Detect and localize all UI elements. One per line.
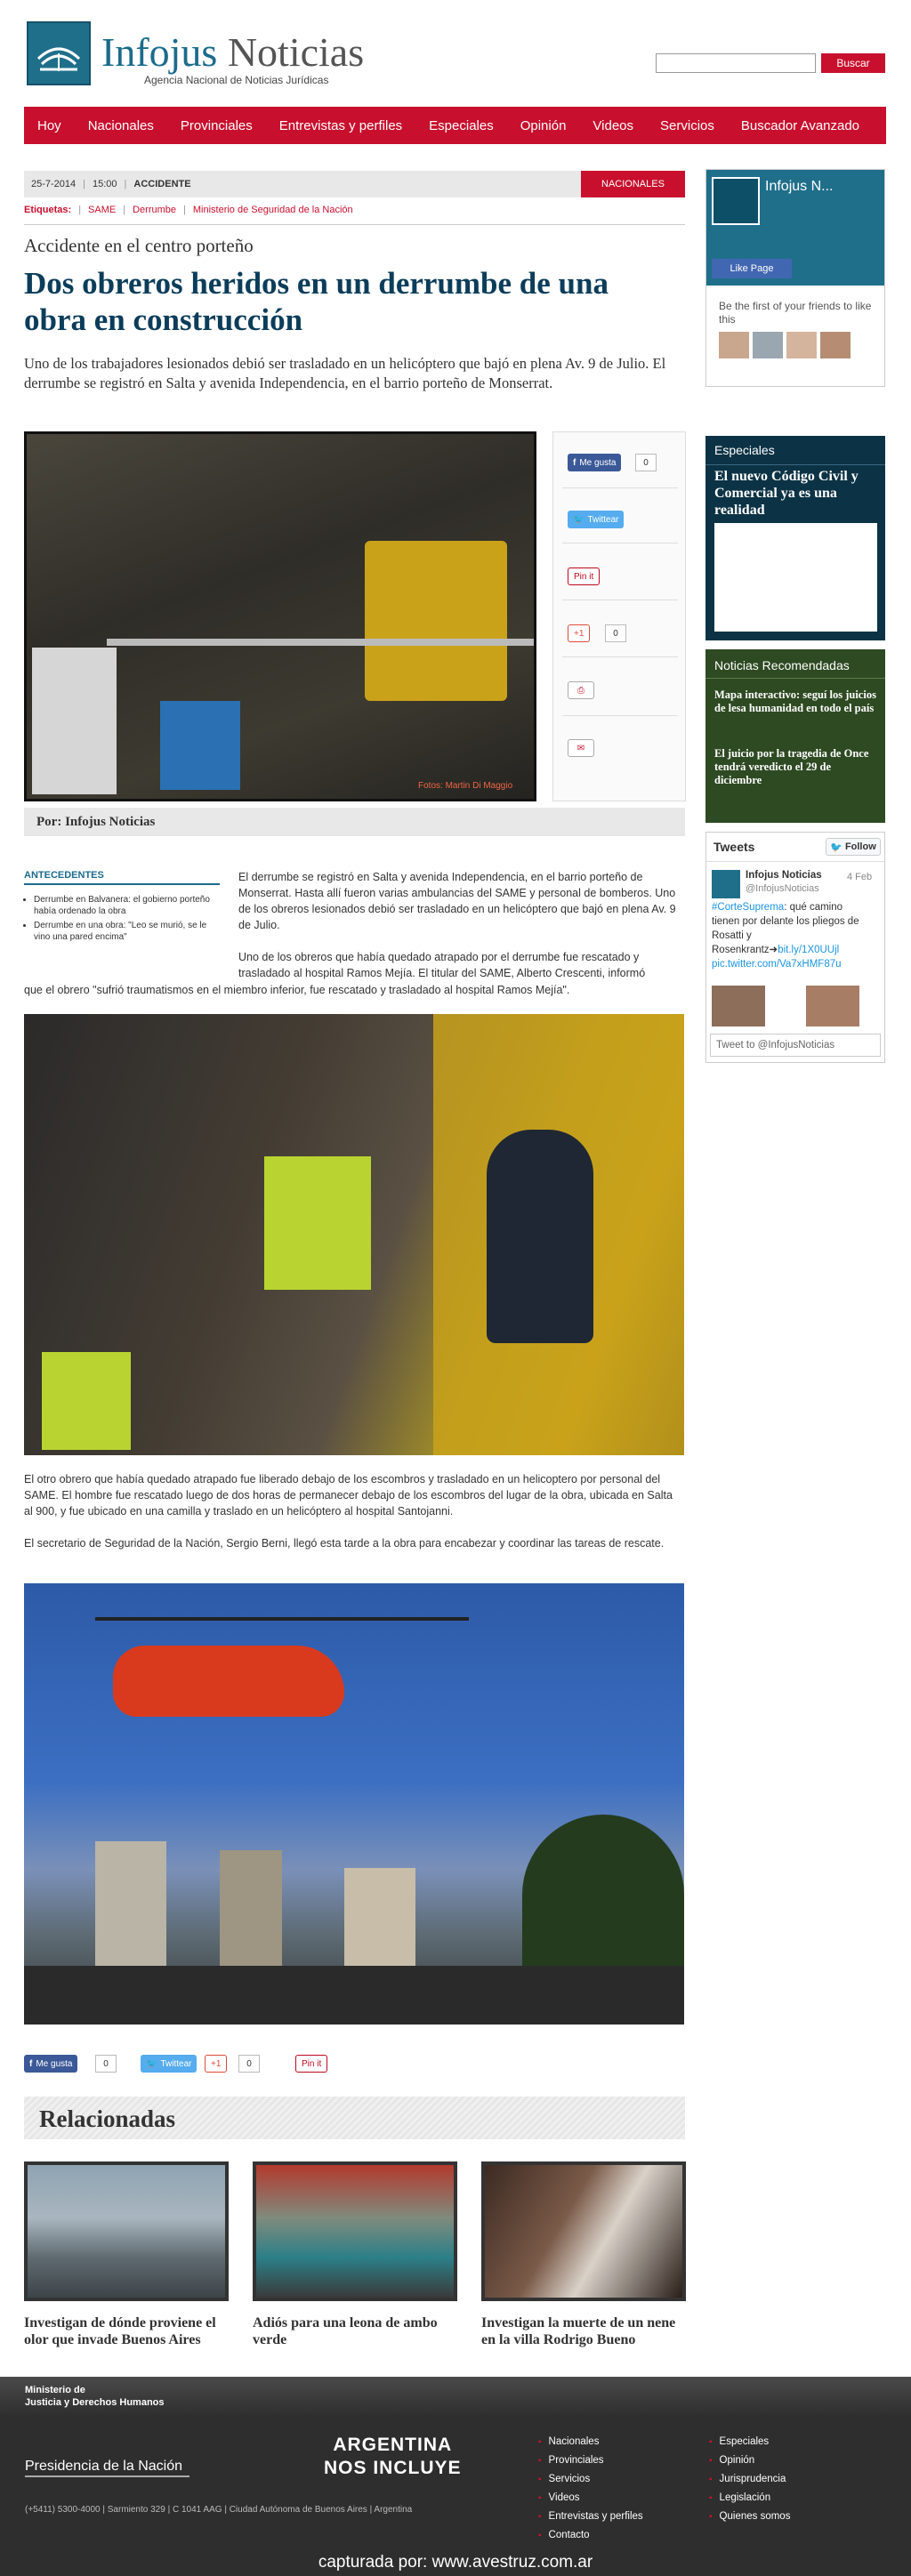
footer-link[interactable]: ▪ Especiales [709, 2433, 790, 2451]
antecedente-link[interactable]: • Derrumbe en Balvanera: el gobierno porteño había ordenado la obra [34, 894, 221, 917]
twitter-label: Twittear [587, 514, 619, 525]
article-kicker: Accidente en el centro porteño [24, 235, 254, 256]
footer-ministry-line: Justicia y Derechos Humanos [25, 2397, 165, 2408]
main-photo [24, 431, 536, 801]
article-headline: Dos obreros heridos en un derrumbe de una obra en construcción [24, 266, 609, 337]
footer-link[interactable]: ▪ Quienes somos [709, 2508, 790, 2526]
facebook-page-name[interactable]: Infojus N... [765, 179, 834, 194]
related-title: Relacionadas [39, 2105, 176, 2132]
tweet-pic-link[interactable]: pic.twitter.com/Va7xHMF87u [712, 959, 842, 970]
gplus-count: 0 [238, 2055, 260, 2073]
footer-presidency: Presidencia de la Nación [25, 2459, 182, 2474]
footer-links-col2 [709, 2433, 790, 2526]
divider [24, 883, 220, 885]
recommended-link[interactable]: Mapa interactivo: seguí los juicios de lesa humanidad en todo el país [714, 688, 876, 714]
footer-ministry [25, 2384, 165, 2409]
article-time: 15:00 [93, 179, 117, 189]
logo-icon[interactable] [27, 21, 91, 85]
twitter-button[interactable] [141, 2055, 197, 2073]
friend-avatar[interactable] [753, 332, 783, 358]
open-book-icon[interactable] [712, 177, 760, 225]
photo-credit: Fotos: Martin Di Maggio [418, 781, 513, 791]
especiales-title: Especiales [714, 443, 775, 457]
email-icon[interactable]: ✉ [568, 739, 594, 757]
gplus-count: 0 [605, 624, 626, 642]
site-name[interactable] [101, 30, 364, 75]
footer-link[interactable]: ▪ Servicios [538, 2470, 643, 2489]
tag-link[interactable]: SAME [88, 205, 117, 215]
facebook-icon: f [29, 2058, 33, 2069]
article-paragraph: Uno de los obreros que había quedado atrapado por el derrumbe fue rescatado y trasladado al hospital Ramos Mejía. El titular del SAME, Alberto Crescenti, informó [238, 951, 646, 979]
tags-label: Etiquetas: [24, 205, 72, 215]
footer-link[interactable]: ▪ Provinciales [538, 2451, 643, 2470]
tag-link[interactable]: Derrumbe [133, 205, 176, 215]
twitter-icon: 🐦 [573, 514, 584, 525]
tweet-body: : qué camino tienen por delante los pliegos de Rosatti y Rosenkrantz➜ [712, 902, 859, 955]
facebook-first-text: Be the first of your friends to like this [719, 300, 872, 326]
footer-links-col1 [538, 2433, 643, 2545]
tweet-image[interactable] [806, 986, 859, 1026]
gplus-button[interactable]: +1 [205, 2055, 227, 2073]
footer-address: (+5411) 5300-4000 | Sarmiento 329 | C 1041 AAG | Ciudad Autónoma de Buenos Aires | Argentina [25, 2505, 413, 2515]
article-meta-bar: 25-7-2014 | 15:00 | ACCIDENTE [24, 171, 685, 197]
article-paragraph: El otro obrero que había quedado atrapado fue liberado debajo de los escombros y trasladado en un helicoptero por personal del SAME. El hombre fue rescatado luego de dos horas de permanecer debajo de los escombros del lugar de la obra, ubicada en Salta al 900, y fue ubicado en una camilla y traslado en un helicóptero al hospital Santojanni. [24, 1473, 673, 1517]
byline: Por: Infojus Noticias [24, 808, 685, 836]
article-date: 25-7-2014 [31, 179, 77, 189]
related-image[interactable] [24, 2161, 229, 2301]
tweet-link[interactable]: bit.ly/1X0UUjl [778, 945, 840, 955]
share-box [552, 431, 686, 801]
twitter-icon: 🐦 [146, 2058, 157, 2069]
especiales-link[interactable]: El nuevo Código Civil y Comercial ya es una realidad [714, 469, 859, 518]
footer-link[interactable]: ▪ Legislación [709, 2489, 790, 2508]
nav-servicios[interactable]: Servicios [660, 117, 714, 133]
twitter-follow-button[interactable] [826, 838, 881, 856]
facebook-like-label: Me gusta [36, 2058, 73, 2069]
related-link[interactable]: Adiós para una leona de ambo verde [253, 2315, 438, 2347]
article-paragraph: El derrumbe se registró en Salta y avenida Independencia, en el barrio porteño de Monserrat. Hasta allí fueron varias ambulancias del SAME y personal de bomberos. Uno de los obreros lesionados debió ser trasladado en un helicóptero que bajó en plena Av. 9 de Julio. [238, 871, 676, 931]
twitter-label: Twittear [160, 2058, 192, 2069]
article-category: ACCIDENTE [133, 179, 191, 189]
main-nav [24, 107, 886, 144]
search-input[interactable] [656, 53, 816, 73]
tweet-compose-input[interactable]: Tweet to @InfojusNoticias [710, 1034, 881, 1057]
nav-entrevistas[interactable]: Entrevistas y perfiles [278, 117, 403, 133]
nav-especiales[interactable]: Especiales [429, 117, 494, 133]
especiales-widget [705, 436, 885, 640]
tweets-title: Tweets [713, 840, 755, 854]
footer-slogan [324, 2434, 462, 2480]
footer-slogan-line: ARGENTINA [333, 2435, 453, 2455]
friend-avatar[interactable] [820, 332, 851, 358]
footer-link[interactable]: ▪ Entrevistas y perfiles [538, 2508, 643, 2526]
search-button[interactable]: Buscar [821, 53, 885, 73]
facebook-count: 0 [95, 2055, 117, 2073]
tweet-author-handle[interactable]: @InfojusNoticias [746, 883, 819, 894]
footer-link[interactable]: ▪ Contacto [538, 2526, 643, 2545]
antecedente-link[interactable]: • Derrumbe en una obra: "Leo se murió, se le vino una pared encima" [34, 920, 221, 943]
tweet-hashtag[interactable]: #CorteSuprema [712, 902, 785, 913]
related-link[interactable]: Investigan la muerte de un nene en la villa Rodrigo Bueno [481, 2315, 676, 2347]
twitter-icon: 🐦 [830, 841, 842, 853]
divider [25, 2475, 189, 2477]
nav-provinciales[interactable]: Provinciales [180, 117, 253, 133]
footer-ministry-line: Ministerio de [25, 2385, 85, 2395]
recommended-widget [705, 649, 885, 823]
print-icon[interactable]: ⎙ [568, 681, 594, 699]
facebook-like-button[interactable] [568, 454, 621, 471]
related-image[interactable] [481, 2161, 686, 2301]
facebook-like-label: Me gusta [579, 457, 617, 468]
nav-buscador[interactable]: Buscador Avanzado [740, 117, 860, 133]
pinterest-button[interactable]: Pin it [568, 568, 600, 585]
site-subtitle: Agencia Nacional de Noticias Jurídicas [144, 74, 329, 86]
divider [24, 224, 685, 225]
site-name-part2: Noticias [217, 29, 365, 75]
section-badge[interactable]: NACIONALES [581, 171, 685, 197]
twitter-button[interactable] [568, 511, 624, 528]
footer-link[interactable]: ▪ Jurisprudencia [709, 2470, 790, 2489]
recommended-title: Noticias Recomendadas [714, 658, 850, 672]
facebook-like-page-button[interactable]: Like Page [712, 259, 792, 278]
facebook-count: 0 [635, 454, 657, 471]
pinterest-button[interactable]: Pin it [295, 2055, 327, 2073]
article-lead: Uno de los trabajadores lesionados debió ser trasladado en un helicóptero que bajó en plena Av. 9 de Julio. El derrumbe se registró en Salta y avenida Independencia, en el barrio porteño de Monserrat. [24, 355, 666, 391]
facebook-like-button[interactable] [24, 2055, 77, 2073]
tweet-text [712, 900, 872, 971]
related-image[interactable] [253, 2161, 457, 2301]
footer-link[interactable]: ▪ Opinión [709, 2451, 790, 2470]
follow-label: Follow [844, 841, 876, 852]
facebook-widget [705, 169, 885, 387]
friend-avatar[interactable] [786, 332, 817, 358]
footer-slogan-line: NOS INCLUYE [324, 2458, 462, 2478]
footer-link[interactable]: ▪ Nacionales [538, 2433, 643, 2451]
avatar[interactable] [712, 870, 740, 898]
tag-link[interactable]: Ministerio de Seguridad de la Nación [192, 205, 353, 215]
nav-nacionales[interactable]: Nacionales [87, 117, 154, 133]
helicopter-photo [24, 1583, 684, 2025]
site-name-part1: Infojus [101, 29, 218, 75]
antecedentes-list [34, 894, 221, 946]
especiales-image[interactable] [714, 523, 877, 632]
tweet-author-name[interactable]: Infojus Noticias [746, 870, 822, 881]
capture-credit: capturada por: www.avestruz.com.ar [318, 2553, 593, 2572]
article-paragraph: que el obrero "sufrió traumatismos en el miembro inferior, fue rescatado y trasladado al hospital Ramos Mejía". [24, 984, 570, 996]
recommended-link[interactable]: El juicio por la tragedia de Once tendrá veredicto el 29 de diciembre [714, 747, 869, 786]
twitter-widget [705, 832, 885, 1063]
tweet-date[interactable]: 4 Feb [847, 872, 873, 882]
article-paragraph: El secretario de Seguridad de la Nación, Sergio Berni, llegó esta tarde a la obra para encabezar y coordinar las tareas de rescate. [24, 1537, 665, 1550]
friend-avatar[interactable] [719, 332, 749, 358]
rescue-photo [24, 1014, 684, 1455]
facebook-icon: f [573, 457, 576, 468]
antecedentes-title: ANTECEDENTES [24, 870, 104, 881]
footer-link[interactable]: ▪ Videos [538, 2489, 643, 2508]
tweet-image[interactable] [712, 986, 765, 1026]
tags-row: Etiquetas: | SAME | Derrumbe | Ministerio de Seguridad de la Nación [24, 205, 353, 215]
related-link[interactable]: Investigan de dónde proviene el olor que invade Buenos Aires [24, 2315, 216, 2347]
gplus-button[interactable]: +1 [568, 624, 590, 642]
nav-hoy[interactable]: Hoy [37, 117, 61, 133]
nav-videos[interactable]: Videos [593, 117, 634, 133]
nav-opinion[interactable]: Opinión [520, 117, 567, 133]
